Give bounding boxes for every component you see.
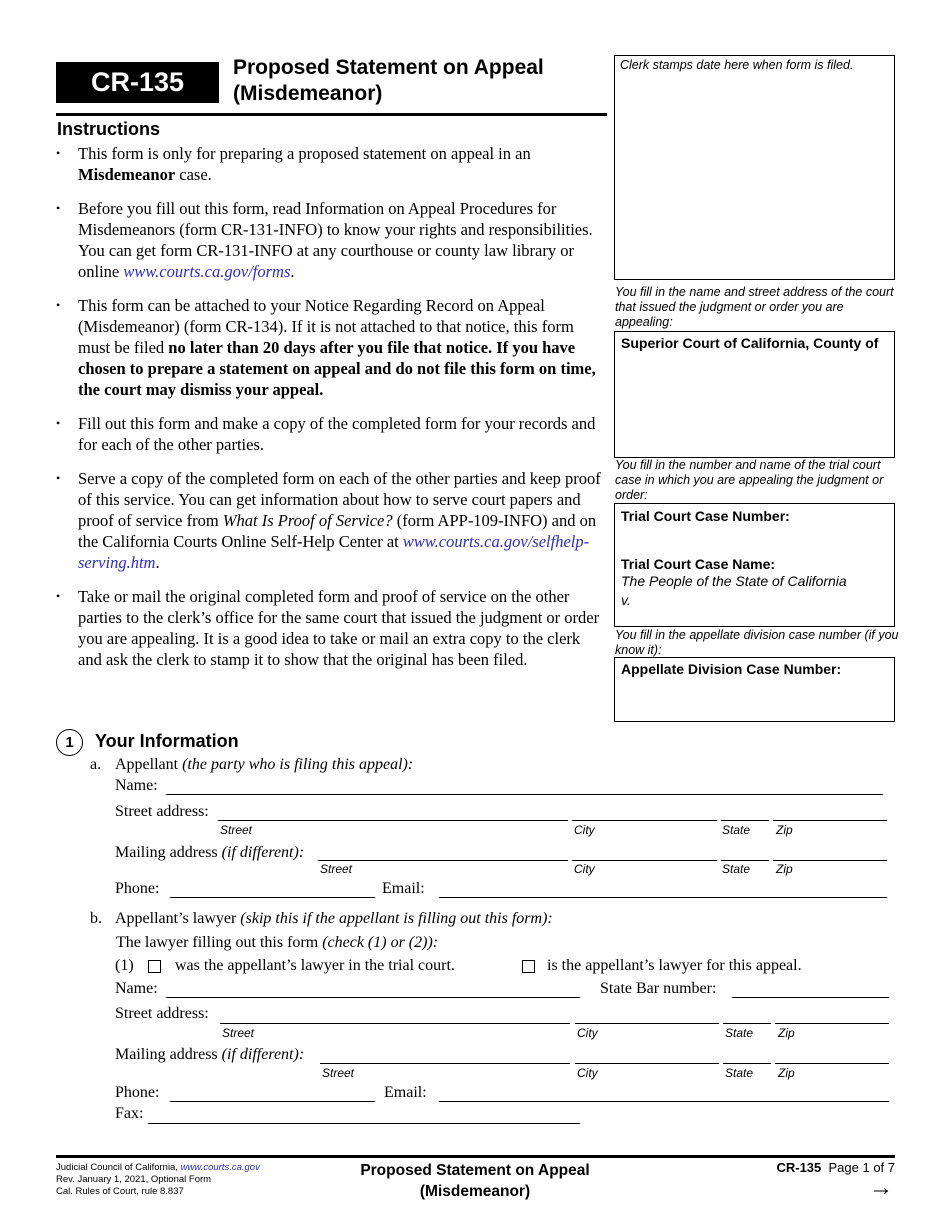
state-bar-field[interactable] — [732, 997, 889, 998]
fax-field[interactable] — [148, 1123, 580, 1124]
section-number: 1 — [56, 729, 83, 756]
footer-left: Judicial Council of California, www.courts.ca.gov Rev. January 1, 2021, Optional Form Cal. Rules of Court, rule 8.837 — [56, 1162, 260, 1197]
lawyer-mail-city-field[interactable] — [575, 1063, 719, 1064]
state-caption: State — [722, 823, 751, 837]
title-line-2: (Misdemeanor) — [233, 82, 383, 105]
case-name-label: Trial Court Case Name: — [621, 556, 776, 572]
lawyer-mail-street-field[interactable] — [320, 1063, 570, 1064]
footer-divider — [56, 1155, 895, 1158]
city-caption: City — [574, 862, 595, 876]
fax-label: Fax: — [115, 1105, 144, 1122]
appellant-heading: Appellant (the party who is filing this appeal): — [115, 756, 414, 773]
appellant-street-field[interactable] — [218, 820, 568, 821]
appellate-label: Appellate Division Case Number: — [621, 661, 842, 677]
case-name-v: v. — [621, 592, 631, 608]
court-box[interactable] — [614, 331, 895, 458]
appellant-name-field[interactable] — [166, 794, 883, 795]
appellant-phone-field[interactable] — [170, 897, 375, 898]
street-caption: Street — [322, 1066, 355, 1080]
street-caption: Street — [220, 823, 253, 837]
case-number-label: Trial Court Case Number: — [621, 508, 790, 524]
option-1-text: was the appellant’s lawyer in the trial court. — [175, 957, 455, 974]
lawyer-mail-zip-field[interactable] — [775, 1063, 889, 1064]
council-link[interactable]: www.courts.ca.gov — [180, 1162, 260, 1173]
appellant-mail-street-field[interactable] — [318, 860, 568, 861]
lawyer-mailing-address-label: Mailing address (if different): — [115, 1046, 305, 1063]
instruction-item: • This form is only for preparing a proposed statement on appeal in an Misdemeanor case. — [56, 143, 606, 185]
street-caption: Street — [222, 1026, 255, 1040]
appellant-email-field[interactable] — [439, 897, 887, 898]
case-note: You fill in the number and name of the trial court case in which you are appealing the judgment or order: — [615, 458, 884, 502]
court-label: Superior Court of California, County of — [621, 335, 879, 351]
lawyer-street-field[interactable] — [220, 1023, 570, 1024]
lawyer-phone-field[interactable] — [170, 1101, 375, 1102]
lawyer-check-instruction: The lawyer filling out this form (check (1) or (2)): — [116, 934, 439, 951]
instruction-item: • Fill out this form and make a copy of the completed form for your records and for each of the other parties. — [56, 413, 606, 455]
item-a-label: a. — [90, 756, 102, 773]
phone-label: Phone: — [115, 880, 160, 897]
street-address-label: Street address: — [115, 803, 209, 820]
appellant-mail-zip-field[interactable] — [773, 860, 887, 861]
city-caption: City — [574, 823, 595, 837]
lawyer-city-field[interactable] — [575, 1023, 719, 1024]
footer-right — [700, 1160, 895, 1201]
appellate-note: You fill in the appellate division case number (if you know it): — [615, 628, 899, 657]
state-caption: State — [722, 862, 751, 876]
next-page-arrow-icon[interactable]: → — [869, 1174, 893, 1201]
page-indicator: Page 1 of 7 — [828, 1160, 895, 1175]
zip-caption: Zip — [778, 1066, 795, 1080]
instruction-item: • Before you fill out this form, read Information on Appeal Procedures for Misdemeanors (form CR-131-INFO) to know your rights and responsibilities. You can get form CR-131-INFO at any courthouse or county law library or online www.courts.ca.gov/forms. — [56, 198, 606, 282]
lawyer-email-field[interactable] — [439, 1101, 889, 1102]
lawyer-mail-state-field[interactable] — [723, 1063, 771, 1064]
state-caption: State — [725, 1066, 754, 1080]
instruction-item: • This form can be attached to your Notice Regarding Record on Appeal (Misdemeanor) (form CR-134). If it is not attached to that notice, this form must be filed no later than 20 days after you file that notice. If you have chosen to prepare a statement on appeal and do not file this form on time, the court may dismiss your appeal. — [56, 295, 606, 400]
lawyer-email-label: Email: — [384, 1084, 427, 1101]
appellant-mail-state-field[interactable] — [721, 860, 769, 861]
appellant-state-field[interactable] — [721, 820, 769, 821]
lawyer-name-label: Name: — [115, 980, 158, 997]
appellant-mail-city-field[interactable] — [572, 860, 717, 861]
page-title — [233, 55, 593, 107]
case-box[interactable] — [614, 503, 895, 627]
appeal-lawyer-checkbox[interactable] — [522, 960, 535, 973]
city-caption: City — [577, 1066, 598, 1080]
instruction-item: • Serve a copy of the completed form on each of the other parties and keep proof of this service. You can get information about how to serve court papers and proof of service from What Is Proof of Service? (form APP-109-INFO) and on the California Courts Online Self-Help Center at www.courts.ca.gov/selfhelp-serving.htm. — [56, 468, 606, 573]
lawyer-heading: Appellant’s lawyer (skip this if the appellant is filling out this form): — [115, 910, 553, 927]
zip-caption: Zip — [776, 823, 793, 837]
option-1-label: (1) — [115, 957, 134, 974]
mailing-address-label: Mailing address (if different): — [115, 844, 305, 861]
title-line-1: Proposed Statement on Appeal — [233, 56, 544, 79]
zip-caption: Zip — [776, 862, 793, 876]
trial-lawyer-checkbox[interactable] — [148, 960, 161, 973]
state-bar-label: State Bar number: — [600, 980, 717, 997]
appellant-zip-field[interactable] — [773, 820, 887, 821]
instructions-heading: Instructions — [57, 119, 161, 139]
lawyer-name-field[interactable] — [166, 997, 580, 998]
option-2-text: is the appellant’s lawyer for this appeal. — [547, 957, 802, 974]
lawyer-street-address-label: Street address: — [115, 1005, 209, 1022]
instructions-list — [56, 143, 606, 683]
clerk-stamp-box[interactable] — [614, 55, 895, 280]
section-heading: Your Information — [95, 731, 239, 751]
name-label: Name: — [115, 777, 158, 794]
court-note: You fill in the name and street address of the court that issued the judgment or order you are appealing: — [615, 285, 894, 329]
city-caption: City — [577, 1026, 598, 1040]
clerk-stamp-note: Clerk stamps date here when form is filed. — [620, 58, 854, 72]
appellate-box[interactable] — [614, 657, 895, 722]
lawyer-phone-label: Phone: — [115, 1084, 160, 1101]
lawyer-state-field[interactable] — [723, 1023, 771, 1024]
footer-form-number: CR-135 — [776, 1160, 822, 1175]
case-name-value: The People of the State of California — [621, 573, 847, 589]
state-caption: State — [725, 1026, 754, 1040]
forms-link[interactable]: www.courts.ca.gov/forms — [123, 262, 291, 281]
form-number: CR-135 — [56, 62, 219, 103]
email-label: Email: — [382, 880, 425, 897]
item-b-label: b. — [90, 910, 102, 927]
header-divider — [56, 113, 607, 116]
instruction-item: • Take or mail the original completed form and proof of service on the other parties to the clerk’s office for the same court that issued the judgment or order you are appealing. It is a good idea to take or mail an extra copy to the clerk and ask the clerk to stamp it to show that the original has been filed. — [56, 586, 606, 670]
selfhelp-link[interactable]: www.courts.ca.gov/selfhelp-serving.htm — [78, 532, 590, 572]
lawyer-zip-field[interactable] — [775, 1023, 889, 1024]
appellant-city-field[interactable] — [572, 820, 717, 821]
zip-caption: Zip — [778, 1026, 795, 1040]
footer-title: Proposed Statement on Appeal (Misdemeanor) — [360, 1162, 590, 1200]
street-caption: Street — [320, 862, 353, 876]
